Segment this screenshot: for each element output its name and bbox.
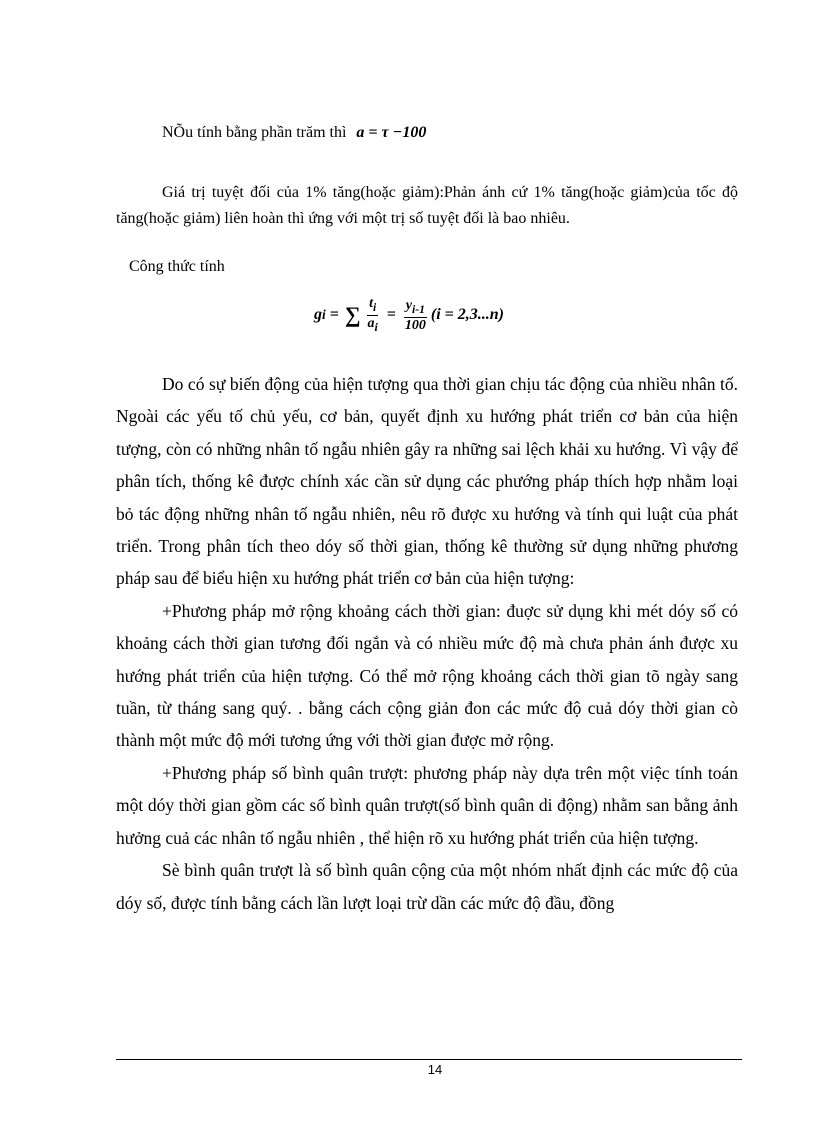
frac2-num-sub: i-1 [412, 302, 425, 316]
formula-sigma: ∑ [344, 302, 361, 328]
frac2-num: y [405, 297, 413, 313]
paragraph-moving-average-def: Sè bình quân trượt là số bình quân cộng của một nhóm nhất định các mức độ của dóy số, được tính bằng cách lần lượt loại trừ dần các mức độ đầu, đồng [116, 860, 738, 913]
percent-formula: a = τ −100 [356, 124, 427, 141]
body-text [116, 368, 738, 919]
percent-line [162, 124, 426, 142]
formula-range: (i = 2,3...n) [430, 306, 505, 324]
percent-text: NÕu tính bằng phần trăm thì [162, 124, 347, 141]
formula-eq-2: = [386, 306, 396, 324]
paragraph-method-moving-average: +Phương pháp số bình quân trượt: phương pháp này dựa trên một việc tính toán một dóy thời gian gồm các số bình quân trượt(số bình quân di động) nhằm san bằng ảnh hưởng cuả các nhân tố ngẫu nhiên , thể hiện rõ xu hướng phát triển của hiện tượng. [116, 762, 738, 848]
formula-frac2 [403, 298, 428, 333]
formula-frac1 [366, 296, 380, 335]
formula-lhs-sub: i [322, 307, 326, 323]
formula-label: Công thức tính [129, 258, 225, 275]
formula-eq: = [329, 306, 339, 324]
frac1-num-sub: i [372, 300, 377, 314]
formula-g [314, 296, 504, 335]
paragraph-trend: Do có sự biến động của hiện tượng qua thời gian chịu tác động của nhiều nhân tố. Ngoài các yếu tố chủ yếu, cơ bản, quyết định xu hướng phát triển cơ bản của hiện tượng, còn có những nhân tố ngẫu nhiên gây ra những sai lệch khải xu hướng. Vì vậy để phân tích, thống kê được chính xác cần sử dụng các phướng pháp thích hợp nhằm loại bỏ tác động những nhân tố ngẫu nhiên, nêu rõ được xu hướng và tính qui luật của phát triển. Trong phân tích theo dóy số thời gian, thống kê thường sử dụng những phương pháp sau để biểu hiện xu hướng phát triển cơ bản của hiện tượng: [116, 374, 738, 589]
footer-rule [116, 1059, 742, 1060]
absolute-value-paragraph: Giá trị tuyệt đối của 1% tăng(hoặc giảm):Phản ánh cứ 1% tăng(hoặc giảm)của tốc độ tăng(hoặc giảm) liên hoàn thì ứng với một trị số tuyệt đối là bao nhiêu. [116, 184, 738, 227]
frac1-num: t [369, 296, 373, 311]
frac1-den-sub: i [374, 320, 378, 334]
paragraph-method-extend: +Phương pháp mở rộng khoảng cách thời gian: đuợc sử dụng khi mét dóy số có khoảng cách thời gian tương đối ngắn và có nhiều mức độ mà chưa phản ánh được xu hướng phát triển của hiện tượng. Có thể mở rộng khoảng cách thời gian tõ ngày sang tuần, từ tháng sang quý. . bằng cách cộng giản đon các mức độ cuả dóy thời gian cò thành một mức độ mới tương ứng với thời gian được mở rộng. [116, 600, 738, 751]
formula-lhs: g [314, 306, 322, 324]
page-number: 14 [427, 1062, 443, 1077]
frac1-den: a [367, 315, 375, 331]
frac2-den: 100 [404, 317, 426, 333]
